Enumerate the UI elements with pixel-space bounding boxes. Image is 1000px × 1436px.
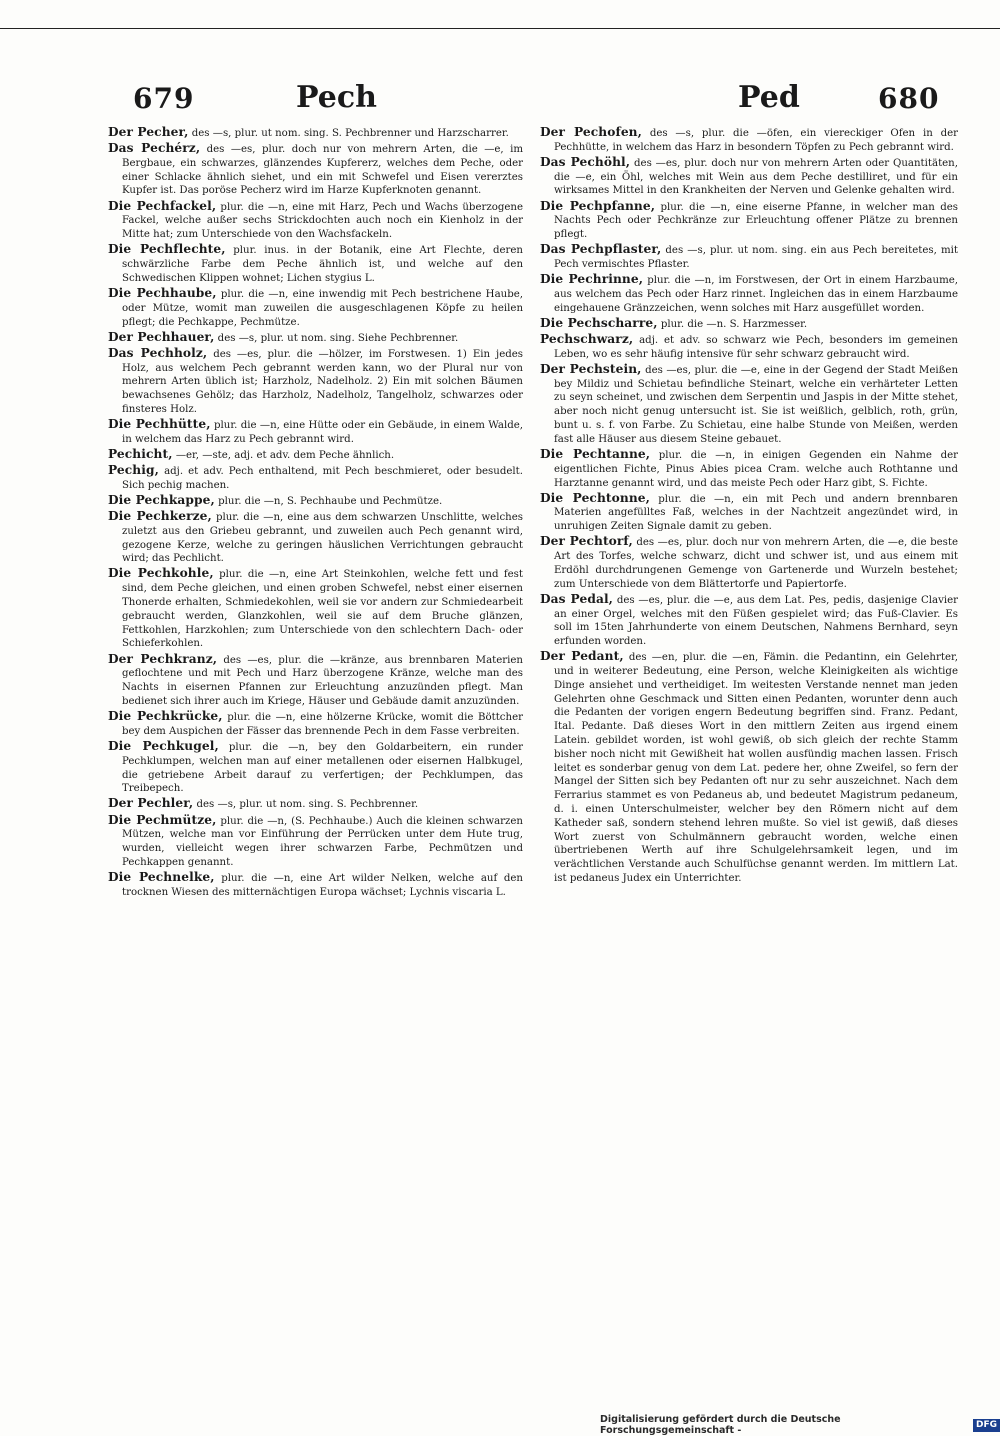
entry-headword: Pechig,	[108, 463, 159, 477]
entry-headword: Die Pechhütte,	[108, 417, 211, 432]
entry-headword: Die Pechkappe,	[108, 492, 215, 507]
entry-headword: Der Pecher,	[108, 125, 189, 139]
dictionary-entry	[540, 593, 958, 649]
entry-definition: des —s, plur. ut nom. sing. Siehe Pechbrenner.	[217, 332, 459, 344]
dictionary-entry	[108, 200, 523, 242]
left-catchword: Pech	[296, 80, 377, 115]
entry-definition: plur. die —n, im Forstwesen, der Ort in einem Harzbaume, aus welchem das Pech oder Harz rinnet. Ingleichen das in einem Harzbaume eingehauene Gränzzeichen, wenn solches mit Harz ausgefüllet worden.	[554, 275, 958, 314]
entry-definition: des —s, plur. ut nom. sing. S. Pechbrenner und Harzscharrer.	[191, 128, 509, 139]
entry-headword: Die Pechhaube,	[108, 285, 217, 300]
entry-definition: adj. et adv. Pech enthaltend, mit Pech beschmieret, oder besudelt. Sich pechig machen.	[122, 466, 523, 491]
entry-definition: plur. die —n, bey den Goldarbeitern, ein runder Pechklumpen, welchen man auf einer metallenen oder eisernen Halbkugel, die getriebene Arbeit darauf zu verfertigen; der Pechklumpen, das Treibepech.	[122, 741, 523, 795]
dictionary-entry	[108, 347, 523, 417]
entry-definition: des —es, plur. die —e, eine in der Gegend der Stadt Meißen bey Mildiz und Schietau befindliche Steinart, welche ein verhärteter Letten zu seyn scheinet, und zwischen dem Serpentin und Jaspis in der Mitte stehet, aber noch nicht genug untersucht ist. Sie ist weißlich, gelblich, roth, grün, bunt u. s. f. von Farbe. Zu Schietau, eine halbe Stunde von Meißen, werden fast alle Häuser aus diesem Steine gebauet.	[554, 364, 959, 445]
entry-headword: Die Pechkrücke,	[108, 709, 223, 724]
entry-definition: plur. die —n, eine Art Steinkohlen, welche fett und fest sind, dem Peche gleichen, und einen groben Schwefel, nebst einer eisernen Thonerde erhalten, Schmiedekohlen, weil sie vor andern zur Schmiedearbeit gebraucht werden, Glanzkohlen, weil sie auf dem Bruche glänzen, Fettkohlen, Harzkohlen; zum Unterschiede von den schlechtern Dach- oder Schieferkohlen.	[122, 569, 523, 650]
dictionary-entry	[108, 567, 523, 651]
entry-definition: des —es, plur. die —kränze, aus brennbaren Materien geflochtene und mit Pech und Harz überzogene Kränze, welche man des Nachts in eisernen Pfannen zur Erleuchtung anzuzünden pflegt. Man bedienet sich ihrer auch im Kriege, Häuser und Gebäude damit anzuzünden.	[122, 654, 523, 707]
entry-definition: plur. die —n, in einigen Gegenden ein Nahme der eigentlichen Fichte, Pinus Abies picea Cram. welche auch Rothtanne und Harztanne genannt wird, und das meiste Pech oder Harz gibt, S. Fichte.	[554, 449, 958, 489]
entry-headword: Die Pechpfanne,	[540, 198, 656, 213]
entry-headword: Pechschwarz,	[540, 331, 634, 346]
entry-definition: plur. die —n, eine Hütte oder ein Gebäude, in einem Walde, in welchem das Harz zu Pech gebrannt wird.	[122, 420, 523, 445]
entry-definition: plur. die —n, eine aus dem schwarzen Unschlitte, welches zuletzt aus den Griebeu gebrannt, und zuweilen auch Pech genannt wird, gezogene Kerze, welche zu geringen häuslichen Verrichtungen gebraucht wird; das Pechlicht.	[122, 511, 523, 565]
entry-definition: plur. die —n, (S. Pechhaube.) Auch die kleinen schwarzen Mützen, welche man vor Einführung der Perrücken unter dem Hute trug, wurden, vielleicht wegen ihrer schwarzen Farbe, Pechmützen und Pechkappen genannt.	[122, 815, 523, 868]
entry-headword: Der Pechler,	[108, 796, 194, 811]
entry-headword: Die Pechmütze,	[108, 812, 217, 827]
entry-definition: plur. die —n. S. Harzmesser.	[660, 318, 808, 330]
dictionary-entry	[108, 494, 523, 509]
entry-definition: des —es, plur. doch nur von mehrern Arten, die —e, im Bergbaue, ein schwarzes, glänzendes Kupfererz, welches dem Peche, oder einer Schlacke ähnlich siehet, und ein mit Schwefel und Eisen vererztes Kupfer ist. Das poröse Pecherz wird im Harze Kupferknoten genannt.	[122, 144, 523, 197]
right-catchword: Ped	[738, 80, 800, 115]
entry-headword: Der Pechstein,	[540, 361, 642, 376]
dictionary-entry	[108, 510, 523, 566]
entry-headword: Die Pechrinne,	[540, 272, 644, 287]
footer	[600, 1414, 1000, 1436]
entry-definition: plur. die —n, eine Art wilder Nelken, welche auf den trocknen Wiesen des mitternächtigen Europa wächset; Lychnis viscaria L.	[122, 872, 523, 898]
entry-headword: Die Pechfackel,	[108, 198, 217, 213]
dfg-logo: DFG	[973, 1419, 1000, 1432]
dictionary-entry	[540, 492, 958, 534]
entry-definition: des —es, plur. die —e, aus dem Lat. Pes, pedis, dasjenige Clavier an einer Orgel, welches mit den Füßen gespielet wird; das Fuß-Clavier. Es soll im 15ten Jahrhunderte von einem Deutschen, Nahmens Bernhard, seyn erfunden worden.	[554, 594, 959, 648]
dictionary-entry	[540, 273, 958, 315]
dictionary-entry	[540, 243, 958, 272]
entry-definition: des —es, plur. doch nur von mehrern Arten oder Quantitäten, die —e, ein Öhl, welches mit Wein aus dem Peche destilliret, und für ein wirksames Mittel in den Krankheiten der Nerven und Gelenke gehalten wird.	[554, 157, 958, 197]
entry-definition: des —es, plur. die —hölzer, im Forstwesen. 1) Ein jedes Holz, aus welchem Pech gebrannt werden kann, wo der Plural nur von mehrern Arten üblich ist; Harzholz, Nadelholz. 2) Ein mit solchen Bäumen bewachsenes Gehölz; das Harzholz, Nadelholz, Tangelholz, schwarzes oder finsteres Holz.	[122, 348, 523, 415]
dictionary-entry	[108, 287, 523, 329]
entry-headword: Der Pedant,	[540, 649, 624, 664]
left-page-number: 679	[133, 82, 195, 115]
entry-headword: Das Pechholz,	[108, 345, 208, 360]
dictionary-entry	[108, 814, 523, 870]
left-column	[108, 126, 523, 901]
entry-definition: plur. die —n, S. Pechhaube und Pechmütze.	[218, 495, 443, 507]
entry-headword: Die Pechnelke,	[108, 869, 215, 884]
dictionary-entry	[108, 464, 523, 493]
entry-headword: Der Pechhauer,	[108, 329, 215, 344]
entry-headword: Die Pechscharre,	[540, 315, 658, 330]
dictionary-entry	[108, 142, 523, 198]
entry-headword: Der Pechkranz,	[108, 651, 218, 666]
dictionary-entry	[108, 331, 523, 346]
dictionary-entry	[108, 740, 523, 796]
entry-definition: des —s, plur. die —öfen, ein viereckiger Ofen in der Pechhütte, in welchem das Harz in besondern Töpfen zu Pech gebrannt wird.	[554, 128, 958, 153]
entry-headword: Das Pechpflaster,	[540, 242, 662, 257]
entry-headword: Das Pedal,	[540, 591, 614, 606]
entry-headword: Die Pechkugel,	[108, 738, 219, 753]
dictionary-entry	[540, 200, 958, 242]
entry-headword: Die Pechkohle,	[108, 566, 214, 581]
entry-definition: plur. die —n, eine eiserne Pfanne, in welcher man des Nachts Pech oder Pechkränze zur Erleuchtung offener Plätze zu brennen pflegt.	[554, 201, 958, 241]
entry-definition: des —en, plur. die —en, Fämin. die Pedantinn, ein Gelehrter, und in weiterer Bedeutung, eine Person, welche Kleinigkeiten als wichtige Dinge ansiehet und vertheidiget. Im weitesten Verstande nennet man jeden Gelehrten ohne Geschmack und Sitten einen Pedanten, worunter denn auch die Pedanten der vorigen engern Bedeutung begriffen sind. Franz. Pedant, Ital. Pedante. Daß dieses Wort in den mittlern Zeiten aus irgend einem Latein. gebildet worden, ist wohl gewiß, ob sich gleich der rechte Stamm bisher noch nicht mit Gewißheit hat wollen ausfündig machen lassen. Frisch leitet es sonderbar genug von dem Lat. pedere her, ohne Zweifel, so fern der Mangel der Sitten sich bey Pedanten oft nur zu sehr auszeichnet. Nach dem Ferrarius stammet es von Pedaneus ab, und bedeutet Magistrum pedaneum, d. i. einen Unterschulmeister, welcher bey den Römern nicht auf dem Katheder saß, sondern stehend lehren mußte. So viel ist gewiß, daß dieses Wort zuerst von Schulmännern gebraucht worden, welche einen übertriebenen Werth auf ihre Schulgelehrsamkeit legen, und im verächtlichen Verstande auch Schulfüchse genannt werden. Im mittlern Lat. ist pedaneus Judex ein Unterrichter.	[554, 652, 958, 884]
dictionary-entry	[540, 317, 958, 332]
dictionary-entry	[108, 126, 523, 141]
entry-headword: Das Pechöhl,	[540, 154, 631, 169]
dictionary-entry	[540, 650, 958, 886]
dictionary-entry	[108, 653, 523, 709]
dictionary-entry	[540, 156, 958, 198]
footer-credit: Digitalisierung gefördert durch die Deutsche Forschungsgemeinschaft -	[600, 1414, 841, 1436]
entry-headword: Das Pechérz,	[108, 141, 201, 156]
entry-definition: plur. die —n, eine inwendig mit Pech bestrichene Haube, oder Mütze, womit man zuweilen die ausgeschlagenen Köpfe zu heilen pflegt; die Pechkappe, Pechmütze.	[122, 288, 523, 328]
dictionary-entry	[540, 363, 958, 447]
dictionary-entry	[540, 126, 958, 155]
entry-definition: des —es, plur. doch nur von mehrern Arten, die —e, die beste Art des Torfes, welche schwarz, dicht und schwer ist, und aus einem mit Erdöhl durchdrungenen Gemenge von Gartenerde und Wurzeln bestehet; zum Unterschiede von dem Blättertorfe und Papiertorfe.	[554, 537, 958, 590]
entry-definition: des —s, plur. ut nom. sing. ein aus Pech bereitetes, mit Pech vermischtes Pflaster.	[554, 245, 958, 271]
right-page-number: 680	[878, 82, 940, 115]
right-column	[540, 126, 958, 887]
entry-definition: plur. die —n, eine hölzerne Krücke, womit die Böttcher bey dem Auspichen der Fässer das brennende Pech in dem Fasse verbreiten.	[122, 712, 523, 737]
entry-headword: Der Pechtorf,	[540, 534, 633, 549]
entry-headword: Die Pechtonne,	[540, 490, 650, 505]
entry-headword: Die Pechkerze,	[108, 508, 212, 523]
dictionary-entry	[108, 871, 523, 900]
dictionary-entry	[540, 333, 958, 362]
dictionary-entry	[108, 243, 523, 285]
dictionary-entry	[108, 797, 523, 812]
top-rule	[0, 28, 1000, 29]
dictionary-entry	[540, 535, 958, 591]
entry-definition: adj. et adv. so schwarz wie Pech, besonders im gemeinen Leben, wo es sehr häufig intensive für sehr schwarz gebraucht wird.	[554, 334, 958, 360]
entry-headword: Die Pechtanne,	[540, 446, 651, 461]
dictionary-entry	[108, 710, 523, 739]
entry-headword: Der Pechofen,	[540, 125, 642, 139]
dictionary-entry	[108, 448, 523, 463]
entry-definition: plur. die —n, ein mit Pech und andern brennbaren Materien angefülltes Faß, welches in der Nachtzeit angezündet wird, in unruhigen Zeiten Signale damit zu geben.	[554, 493, 958, 533]
entry-headword: Pechicht,	[108, 446, 173, 461]
entry-definition: des —s, plur. ut nom. sing. S. Pechbrenner.	[196, 799, 419, 811]
dictionary-entry	[540, 448, 958, 490]
entry-headword: Die Pechflechte,	[108, 242, 226, 257]
entry-definition: —er, —ste, adj. et adv. dem Peche ähnlich.	[175, 449, 395, 461]
dictionary-entry	[108, 418, 523, 447]
entry-definition: plur. inus. in der Botanik, eine Art Flechte, deren schwärzliche Farbe dem Peche ähnlich ist, und welche auf den Schwedischen Klippen wohnet; Lichen stygius L.	[122, 245, 523, 284]
entry-definition: plur. die —n, eine mit Harz, Pech und Wachs überzogene Fackel, welche außer sechs Strickdochten auch noch ein Kienholz in der Mitte hat; zum Unterschiede von den Wachsfackeln.	[122, 201, 523, 241]
